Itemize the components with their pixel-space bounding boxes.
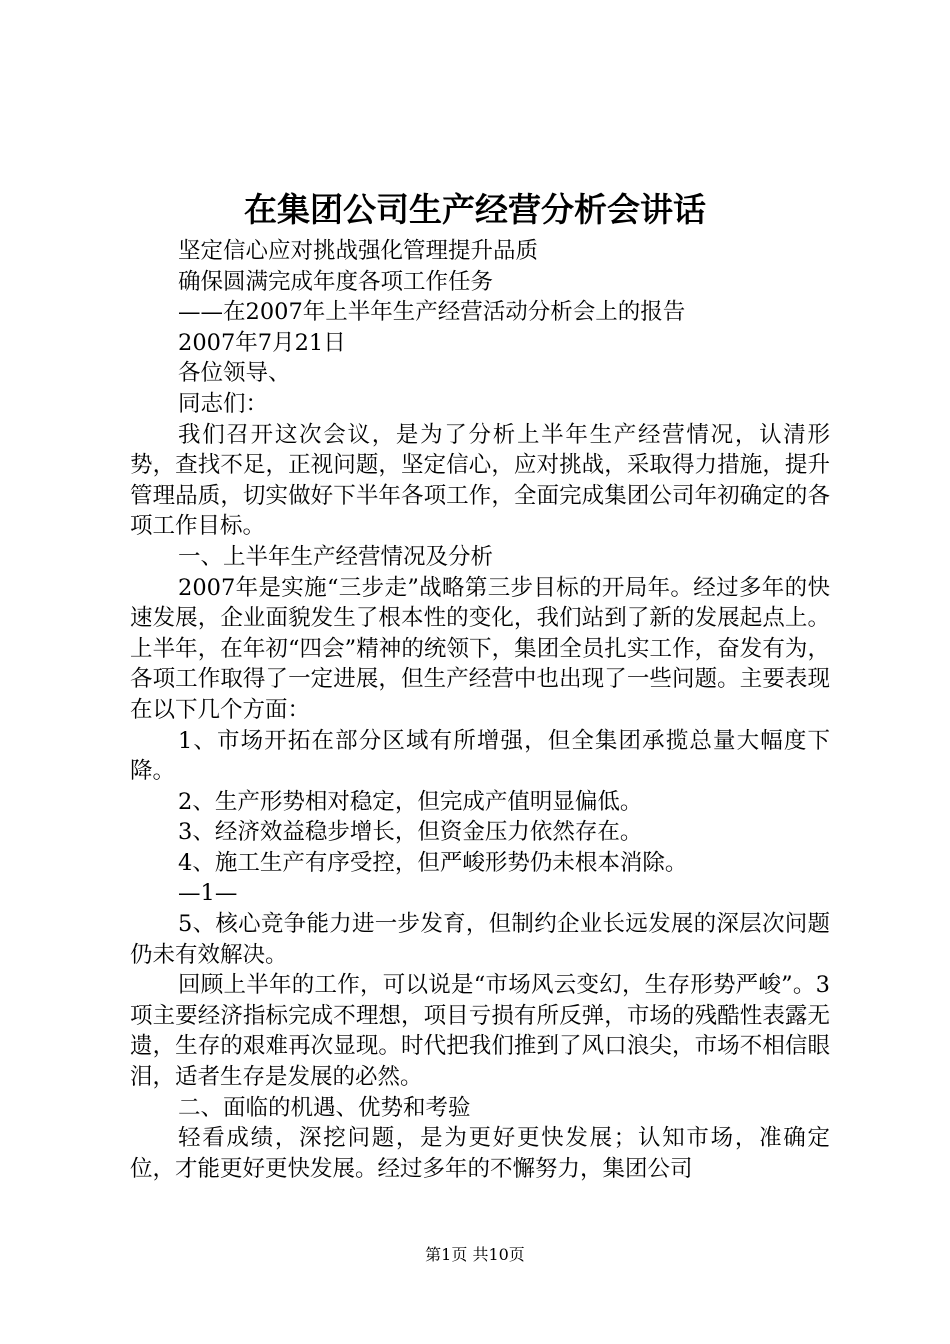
list-item-4: 4、施工生产有序受控，但严峻形势仍未根本消除。 [178, 849, 688, 876]
salutation-line-2: 同志们： [178, 390, 269, 417]
subtitle-line-2: 确保圆满完成年度各项工作任务 [178, 268, 494, 295]
list-item-1: 1、市场开拓在部分区域有所增强，但全集团承揽总量大幅度下降。 [130, 727, 830, 785]
list-item-3: 3、经济效益稳步增长，但资金压力依然存在。 [178, 819, 643, 846]
page-number-footer: 第1页 共10页 [425, 1245, 525, 1264]
list-item-2: 2、生产形势相对稳定，但完成产值明显偏低。 [178, 788, 643, 815]
report-date: 2007年7月21日 [178, 329, 346, 356]
document-body [130, 236, 830, 1184]
body-paragraph: 2007年是实施“三步走”战略第三步目标的开局年。经过多年的快速发展，企业面貌发生了根本性的变化，我们站到了新的发展起点上。上半年，在年初“四会”精神的统领下，集团全员扎实工作，奋发有为，各项工作取得了一定进展，但生产经营中也出现了一些问题。主要表现在以下几个方面： [130, 574, 830, 723]
body-paragraph: 我们召开这次会议，是为了分析上半年生产经营情况，认清形势，查找不足，正视问题，坚定信心，应对挑战，采取得力措施，提升管理品质，切实做好下半年各项工作，全面完成集团公司年初确定的各项工作目标。 [130, 421, 830, 540]
report-subheading: ——在2007年上半年生产经营活动分析会上的报告 [178, 299, 686, 326]
subtitle-line-1: 坚定信心应对挑战强化管理提升品质 [178, 238, 539, 264]
section-heading-1: 一、上半年生产经营情况及分析 [178, 543, 494, 570]
body-paragraph: 回顾上半年的工作，可以说是“市场风云变幻，生存形势严峻”。3项主要经济指标完成不理想，项目亏损有所反弹，市场的残酷性表露无遗，生存的艰难再次显现。时代把我们推到了风口浪尖，市场不相信眼泪，适者生存是发展的必然。 [130, 972, 830, 1091]
document-title: 在集团公司生产经营分析会讲话 [244, 190, 706, 229]
salutation-line-1: 各位领导、 [178, 360, 291, 387]
inner-page-marker: —1— [178, 880, 238, 907]
section-heading-2: 二、面临的机遇、优势和考验 [178, 1094, 471, 1121]
list-item-5: 5、核心竞争能力进一步发育，但制约企业长远发展的深层次问题仍未有效解决。 [130, 911, 830, 968]
body-paragraph: 轻看成绩，深挖问题，是为更好更快发展；认知市场，准确定位，才能更好更快发展。经过多年的不懈努力，集团公司 [130, 1125, 830, 1182]
